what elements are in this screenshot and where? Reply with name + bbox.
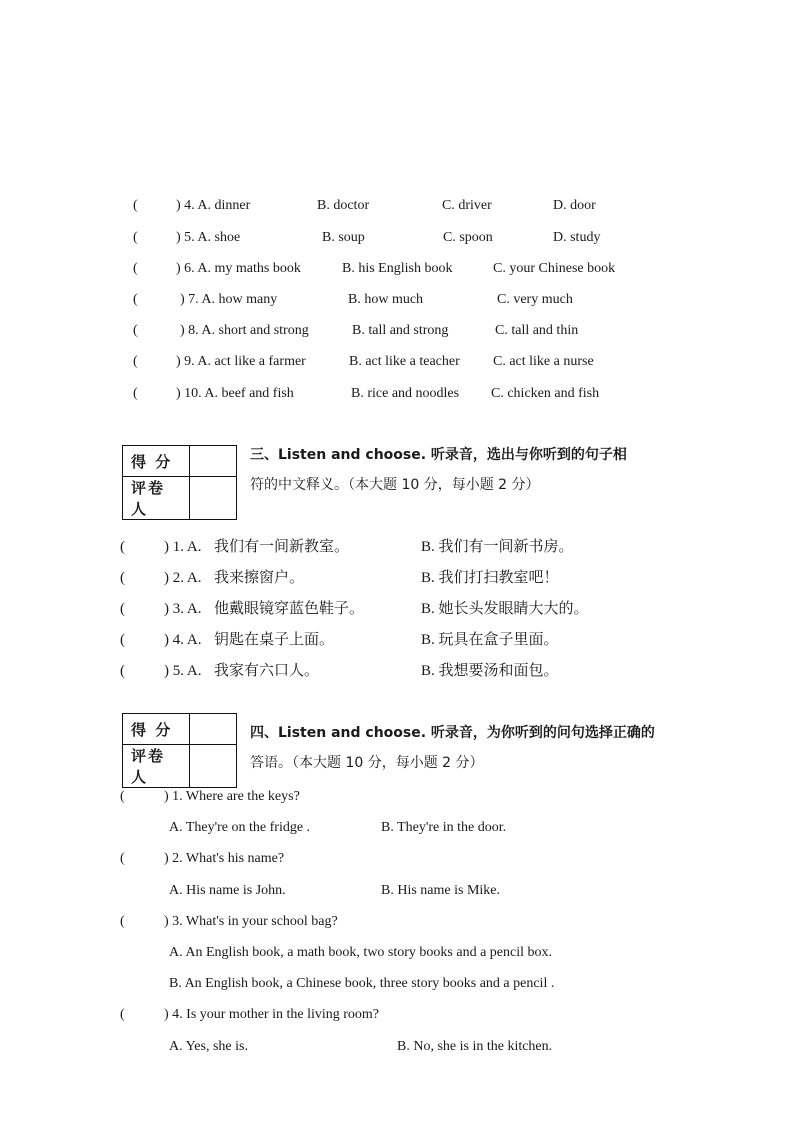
grader-field[interactable] <box>190 477 237 520</box>
item-option-b: B. 玩具在盒子里面。 <box>421 632 559 648</box>
item-option-b: B. his English book <box>342 261 453 276</box>
answer-blank[interactable]: ( <box>120 570 125 586</box>
answer-blank[interactable]: ( <box>120 663 125 679</box>
section4-title: 四、Listen and choose. 听录音，为你听到的问句选择正确的 <box>250 725 655 741</box>
question-4-option-a: A. Yes, she is. <box>169 1039 248 1054</box>
item-number: ) 3. A. <box>164 601 202 617</box>
item-option-a: 我来擦窗户。 <box>214 570 305 586</box>
item-option-a: 钥匙在桌子上面。 <box>214 632 335 648</box>
answer-blank[interactable]: ( <box>120 851 125 866</box>
question-4: ) 4. Is your mother in the living room? <box>164 1007 380 1022</box>
item-number: ) 2. A. <box>164 570 202 586</box>
item-option-a: ) 7. A. how many <box>180 292 278 307</box>
item-option-a: 我家有六口人。 <box>214 663 320 679</box>
score-table <box>122 445 237 520</box>
score-label: 得 分 <box>123 446 190 477</box>
item-option-a: ) 10. A. beef and fish <box>176 386 294 401</box>
section3-title: 三、Listen and choose. 听录音，选出与你听到的句子相 <box>250 447 627 463</box>
item-option-a: 他戴眼镜穿蓝色鞋子。 <box>214 601 365 617</box>
section4-heading <box>250 718 680 778</box>
item-option-b: B. 我想要汤和面包。 <box>421 663 559 679</box>
item-option-c: C. spoon <box>443 230 493 245</box>
item-option-c: C. your Chinese book <box>493 261 616 276</box>
question-1-option-a: A. They're on the fridge . <box>169 820 311 835</box>
score-label: 得 分 <box>123 714 190 745</box>
item-option-b: B. 她长头发眼睛大大的。 <box>421 601 589 617</box>
answer-blank[interactable]: ( <box>133 230 138 245</box>
answer-blank[interactable]: ( <box>133 354 138 369</box>
answer-blank[interactable]: ( <box>133 292 138 307</box>
item-option-b: B. rice and noodles <box>351 386 460 401</box>
question-2-option-a: A. His name is John. <box>169 883 286 898</box>
item-option-c: C. act like a nurse <box>493 354 594 369</box>
item-number: ) 4. A. <box>164 632 202 648</box>
section3-heading <box>250 440 680 500</box>
question-1: ) 1. Where are the keys? <box>164 789 300 804</box>
score-field[interactable] <box>190 714 237 745</box>
item-option-d: D. door <box>553 198 596 213</box>
item-option-c: C. driver <box>442 198 492 213</box>
grader-label: 评卷人 <box>123 477 190 520</box>
item-option-a: ) 5. A. shoe <box>176 230 241 245</box>
item-option-c: C. very much <box>497 292 573 307</box>
item-option-a: 我们有一间新教室。 <box>214 539 350 555</box>
answer-blank[interactable]: ( <box>133 198 138 213</box>
item-option-a: ) 4. A. dinner <box>176 198 251 213</box>
answer-blank[interactable]: ( <box>133 386 138 401</box>
grader-field[interactable] <box>190 745 237 788</box>
question-2: ) 2. What's his name? <box>164 851 285 866</box>
item-option-b: B. tall and strong <box>352 323 449 338</box>
answer-blank[interactable]: ( <box>120 632 125 648</box>
item-option-b: B. doctor <box>317 198 370 213</box>
section3-title-rest: 符的中文释义。（本大题 10 分，每小题 2 分） <box>250 477 540 493</box>
question-3: ) 3. What's in your school bag? <box>164 914 338 929</box>
question-3-option-b: B. An English book, a Chinese book, three story books and a pencil . <box>169 976 555 991</box>
item-option-a: ) 9. A. act like a farmer <box>176 354 306 369</box>
answer-blank[interactable]: ( <box>120 914 125 929</box>
item-option-d: D. study <box>553 230 601 245</box>
question-4-option-b: B. No, she is in the kitchen. <box>397 1039 553 1054</box>
question-3-option-a: A. An English book, a math book, two story books and a pencil box. <box>169 945 553 960</box>
item-option-a: ) 6. A. my maths book <box>176 261 301 276</box>
item-option-b: B. 我们打扫教室吧！ <box>421 570 559 586</box>
score-field[interactable] <box>190 446 237 477</box>
item-option-a: ) 8. A. short and strong <box>180 323 309 338</box>
item-option-b: B. act like a teacher <box>349 354 460 369</box>
answer-blank[interactable]: ( <box>120 601 125 617</box>
question-1-option-b: B. They're in the door. <box>381 820 507 835</box>
section4-title-rest: 答语。（本大题 10 分，每小题 2 分） <box>250 755 484 771</box>
answer-blank[interactable]: ( <box>133 261 138 276</box>
answer-blank[interactable]: ( <box>133 323 138 338</box>
item-option-c: C. tall and thin <box>495 323 579 338</box>
answer-blank[interactable]: ( <box>120 1007 125 1022</box>
answer-blank[interactable]: ( <box>120 539 125 555</box>
item-option-c: C. chicken and fish <box>491 386 600 401</box>
item-option-b: B. soup <box>322 230 365 245</box>
score-table <box>122 713 237 788</box>
grader-label: 评卷人 <box>123 745 190 788</box>
answer-blank[interactable]: ( <box>120 789 125 804</box>
item-number: ) 1. A. <box>164 539 202 555</box>
item-option-b: B. how much <box>348 292 424 307</box>
question-2-option-b: B. His name is Mike. <box>381 883 500 898</box>
item-number: ) 5. A. <box>164 663 202 679</box>
item-option-b: B. 我们有一间新书房。 <box>421 539 574 555</box>
